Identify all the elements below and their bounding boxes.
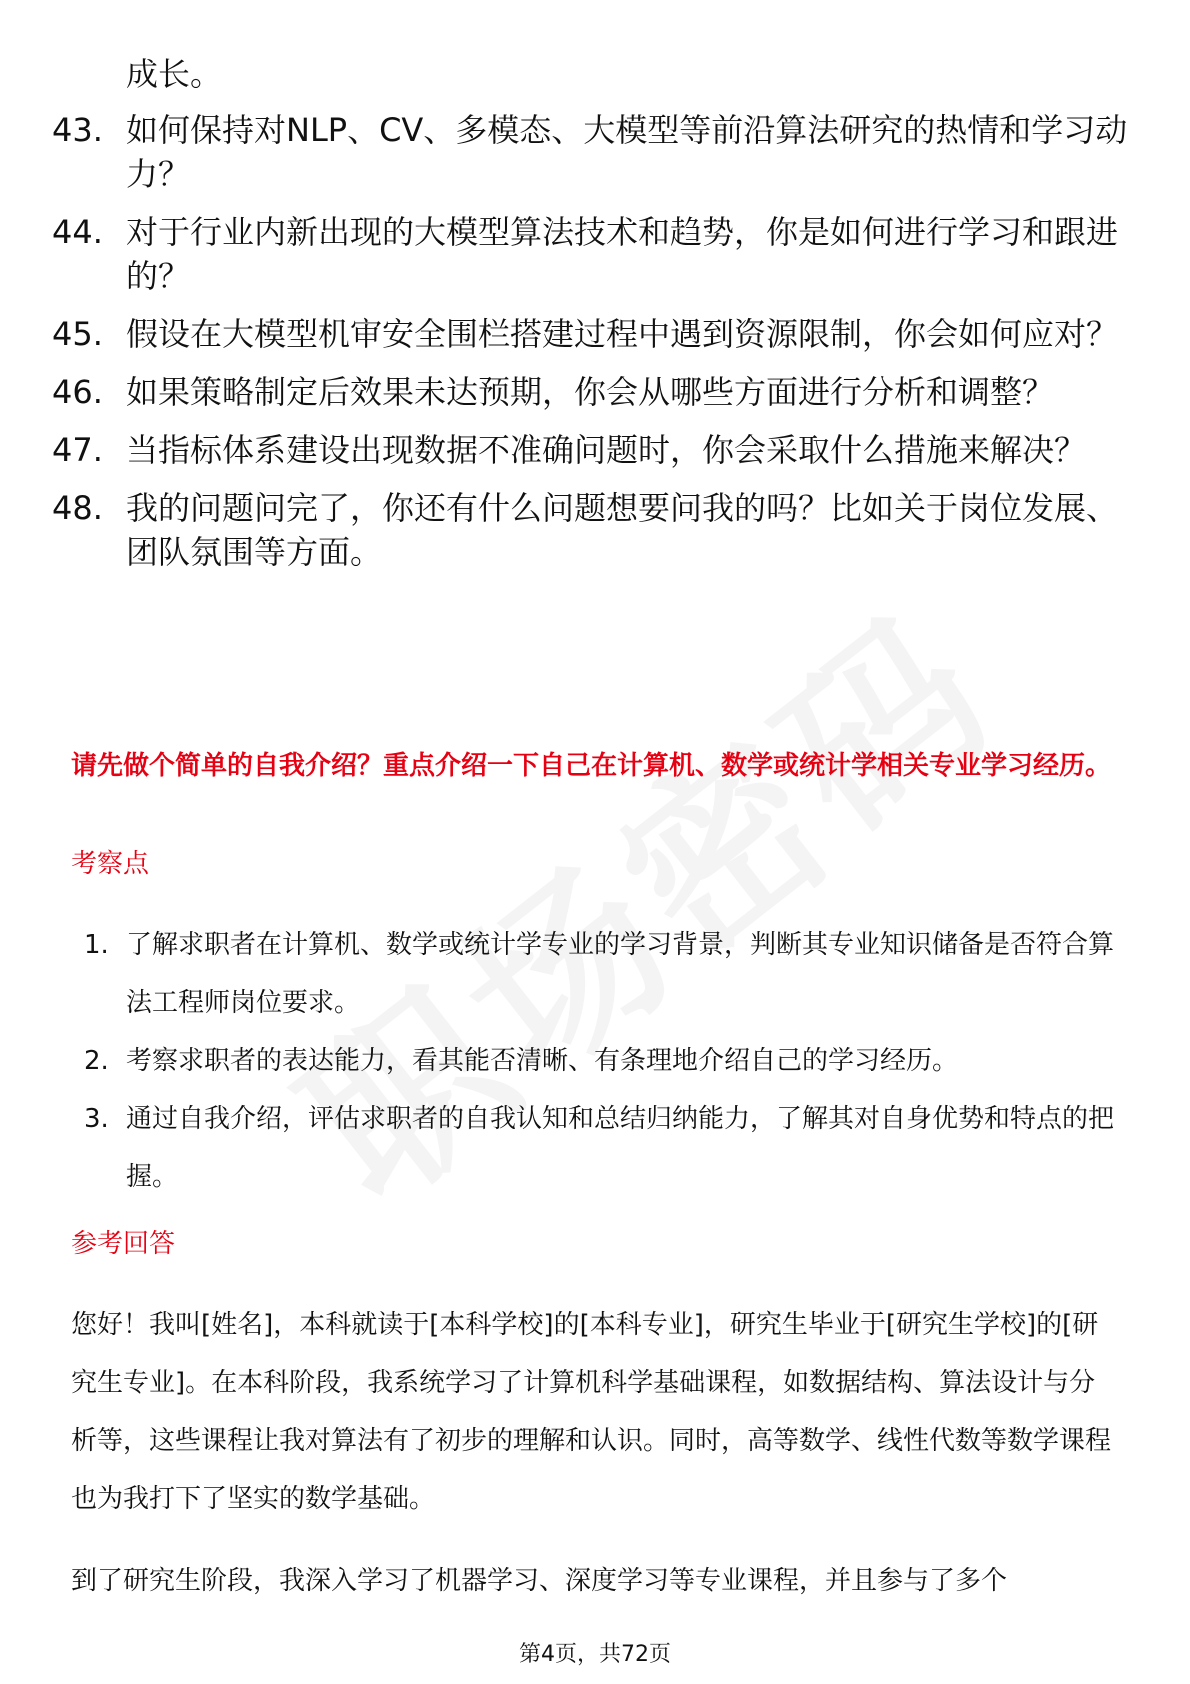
answer-heading: 参考回答 bbox=[71, 1229, 176, 1259]
points-list bbox=[84, 916, 1134, 1206]
continuation-text: 成长。 bbox=[126, 55, 223, 93]
list-item bbox=[84, 1090, 1134, 1206]
list-item bbox=[52, 108, 1132, 196]
answer-paragraph: 您好！我叫[姓名]，本科就读于[本科学校]的[本科专业]，研究生毕业于[研究生学校]的[研究生专业]。在本科阶段，我系统学习了计算机科学基础课程，如数据结构、算法设计与分析等，这些课程让我对算法有了初步的理解和认识。同时，高等数学、线性代数等数学课程也为我打下了坚实的数学基础。 bbox=[71, 1310, 1112, 1514]
item-text: 如果策略制定后效果未达预期，你会从哪些方面进行分析和调整？ bbox=[126, 373, 1055, 411]
list-item bbox=[84, 916, 1134, 1032]
list-item bbox=[52, 428, 1132, 472]
page-footer: 第4页，共72页 bbox=[519, 1642, 671, 1667]
item-number: 43. bbox=[52, 111, 103, 149]
item-number: 2. bbox=[84, 1046, 109, 1076]
section-question-heading: 请先做个简单的自我介绍？重点介绍一下自己在计算机、数学或统计学相关专业学习经历。 bbox=[71, 751, 1112, 781]
list-item bbox=[52, 486, 1132, 574]
question-list bbox=[52, 108, 1132, 588]
list-item bbox=[52, 312, 1132, 356]
points-heading: 考察点 bbox=[71, 849, 150, 879]
item-number: 3. bbox=[84, 1104, 109, 1134]
item-number: 1. bbox=[84, 930, 109, 960]
item-text: 通过自我介绍，评估求职者的自我认知和总结归纳能力，了解其对自身优势和特点的把握。 bbox=[126, 1104, 1115, 1192]
answer-paragraph: 到了研究生阶段，我深入学习了机器学习、深度学习等专业课程，并且参与了多个 bbox=[71, 1566, 1008, 1596]
item-number: 45. bbox=[52, 315, 103, 353]
item-text: 如何保持对NLP、CV、多模态、大模型等前沿算法研究的热情和学习动力？ bbox=[126, 111, 1128, 193]
item-number: 44. bbox=[52, 213, 103, 251]
item-text: 当指标体系建设出现数据不准确问题时，你会采取什么措施来解决？ bbox=[126, 431, 1087, 469]
list-item bbox=[84, 1032, 1134, 1090]
list-item bbox=[52, 210, 1132, 298]
item-text: 假设在大模型机审安全围栏搭建过程中遇到资源限制，你会如何应对？ bbox=[126, 315, 1119, 353]
list-item bbox=[52, 370, 1132, 414]
item-text: 了解求职者在计算机、数学或统计学专业的学习背景，判断其专业知识储备是否符合算法工程师岗位要求。 bbox=[126, 930, 1115, 1018]
item-text: 我的问题问完了，你还有什么问题想要问我的吗？比如关于岗位发展、团队氛围等方面。 bbox=[126, 489, 1119, 571]
item-number: 48. bbox=[52, 489, 103, 527]
item-number: 46. bbox=[52, 373, 103, 411]
item-text: 对于行业内新出现的大模型算法技术和趋势，你是如何进行学习和跟进的？ bbox=[126, 213, 1119, 295]
item-number: 47. bbox=[52, 431, 103, 469]
item-text: 考察求职者的表达能力，看其能否清晰、有条理地介绍自己的学习经历。 bbox=[126, 1046, 959, 1076]
